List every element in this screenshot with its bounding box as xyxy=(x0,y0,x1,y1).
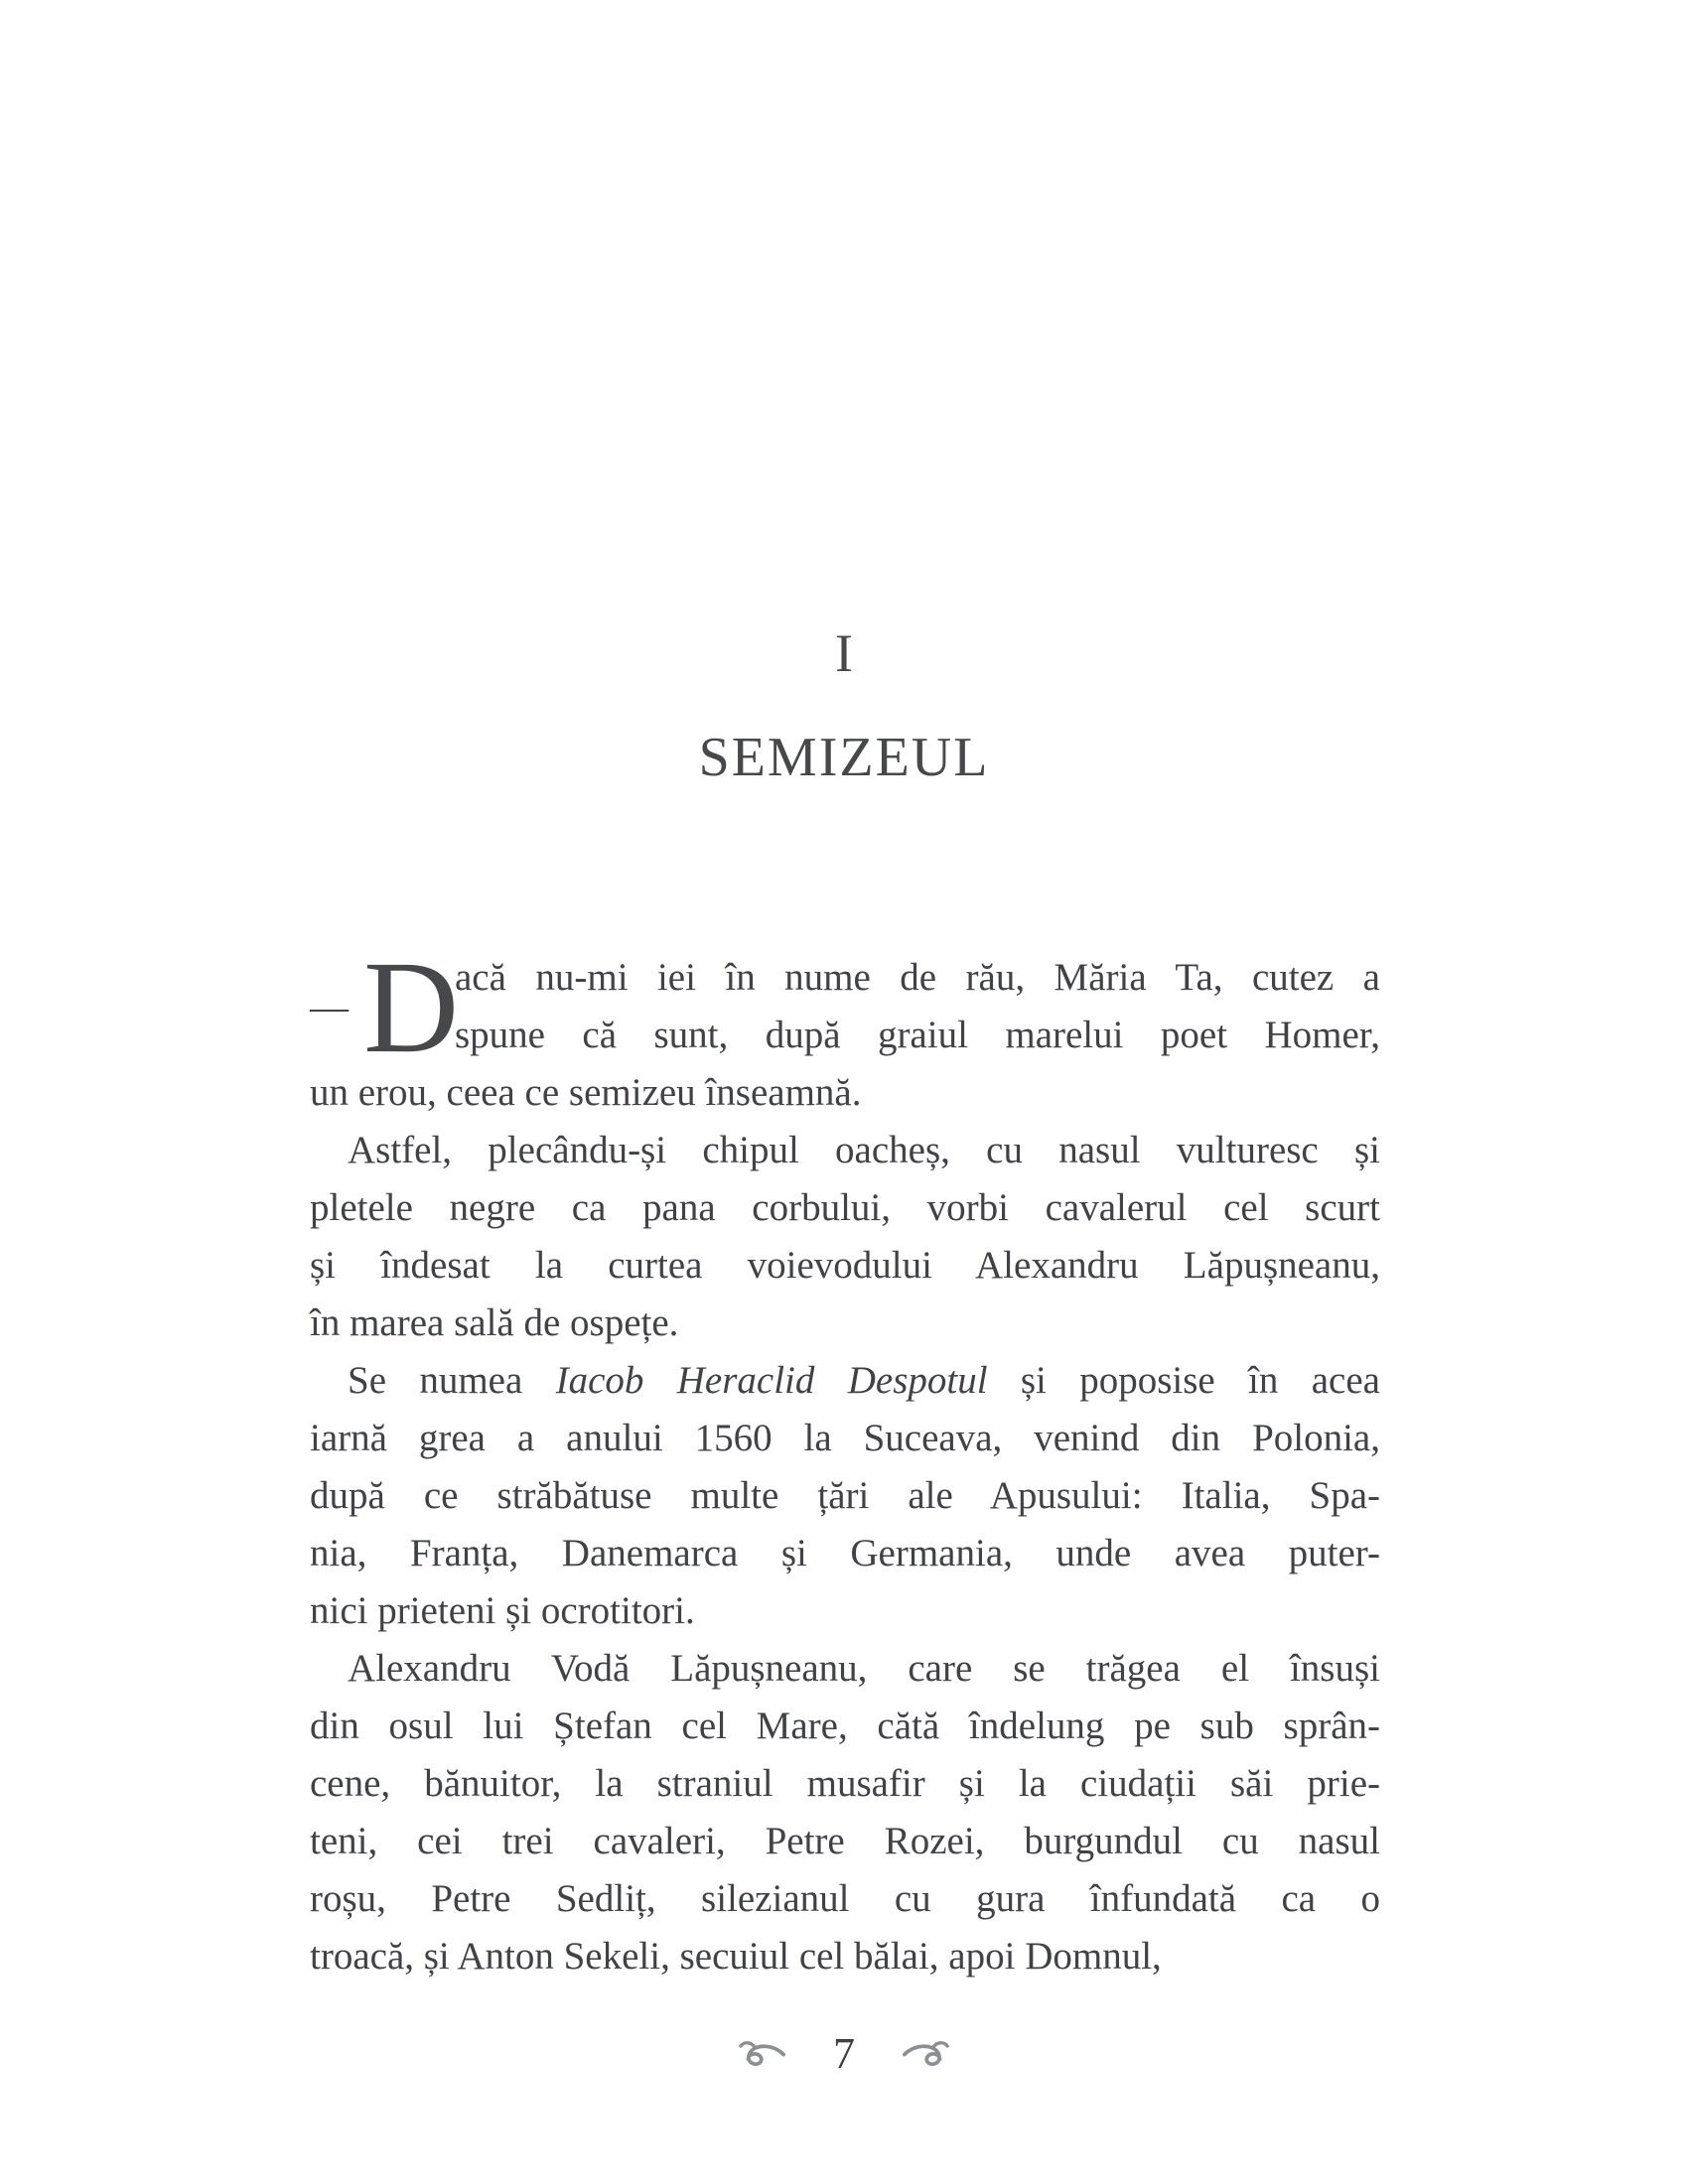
text-segment: nici prieteni și ocrotitori. xyxy=(310,1589,695,1632)
text-line xyxy=(310,1295,1380,1352)
text-line xyxy=(310,1410,1380,1467)
text-segment: Se numea xyxy=(348,1359,556,1402)
text-line xyxy=(310,1179,1380,1237)
text-line xyxy=(310,1640,1380,1698)
text-line xyxy=(310,1813,1380,1870)
drop-cap xyxy=(310,933,460,1080)
page-number: 7 xyxy=(833,2029,855,2078)
text-segment: spune că sunt, după graiul marelui poet Homer, xyxy=(455,1014,1380,1056)
flourish-left-icon xyxy=(739,2040,785,2069)
text-line xyxy=(310,1525,1380,1582)
text-segment: troacă, și Anton Sekeli, secuiul cel bălai, apoi Domnul, xyxy=(310,1935,1162,1978)
text-segment: nia, Franța, Danemarca și Germania, unde avea puter- xyxy=(310,1532,1380,1574)
text-line xyxy=(310,949,1380,1007)
dialogue-dash: — xyxy=(310,985,349,1028)
text-line xyxy=(310,1064,1380,1122)
chapter-title: SEMIZEUL xyxy=(698,727,990,788)
paragraph xyxy=(310,1640,1380,1985)
text-segment: acă nu-mi iei în nume de rău, Măria Ta, cutez a xyxy=(455,956,1380,999)
text-line xyxy=(310,1122,1380,1179)
text-line xyxy=(310,1237,1380,1295)
text-segment: și poposise în acea xyxy=(987,1359,1380,1402)
text-segment: și îndesat la curtea voievodului Alexandru Lăpușneanu, xyxy=(310,1244,1380,1287)
text-segment: un erou, ceea ce semizeu înseamnă. xyxy=(310,1071,862,1114)
body-text xyxy=(310,933,1380,1985)
text-segment: teni, cei trei cavaleri, Petre Rozei, burgundul cu nasul xyxy=(310,1820,1380,1862)
text-line xyxy=(310,1467,1380,1525)
text-segment: din osul lui Ștefan cel Mare, cătă îndelung pe sub sprân- xyxy=(310,1705,1380,1747)
text-line xyxy=(310,1007,1380,1064)
text-segment: pletele negre ca pana corbului, vorbi cavalerul cel scurt xyxy=(310,1186,1380,1229)
text-segment: în marea sală de ospețe. xyxy=(310,1301,679,1344)
text-segment: Alexandru Vodă Lăpușneanu, care se trăgea el însuși xyxy=(348,1647,1380,1690)
text-line xyxy=(310,1755,1380,1813)
paragraph xyxy=(310,1352,1380,1640)
text-segment: cene, bănuitor, la straniul musafir și la ciudații săi prie- xyxy=(310,1762,1380,1805)
text-line xyxy=(310,1698,1380,1755)
chapter-number: I xyxy=(835,623,853,683)
paragraph xyxy=(310,933,1380,1122)
flourish-right-icon xyxy=(903,2040,949,2069)
text-segment: Astfel, plecându-și chipul oacheș, cu nasul vulturesc și xyxy=(348,1129,1380,1171)
text-line xyxy=(310,1582,1380,1640)
italic-text: Iacob Heraclid Despotul xyxy=(555,1359,988,1402)
text-segment: după ce străbătuse multe țări ale Apusului: Italia, Spa- xyxy=(310,1474,1380,1517)
drop-cap-letter: D xyxy=(363,933,460,1080)
text-segment: roșu, Petre Sedliț, silezianul cu gura înfundată ca o xyxy=(310,1877,1380,1920)
paragraph xyxy=(310,1122,1380,1352)
text-line xyxy=(310,1352,1380,1410)
page-footer xyxy=(0,2025,1688,2083)
text-line xyxy=(310,1928,1380,1985)
text-line xyxy=(310,1870,1380,1928)
text-segment: iarnă grea a anului 1560 la Suceava, venind din Polonia, xyxy=(310,1417,1380,1459)
